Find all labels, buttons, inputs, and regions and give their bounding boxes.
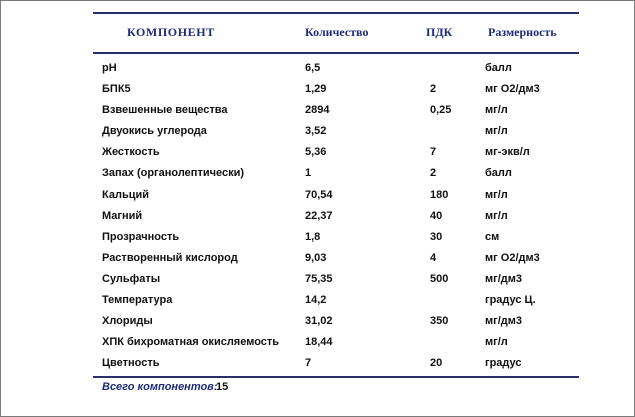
header-unit: Размерность bbox=[488, 25, 557, 39]
table-row bbox=[93, 58, 579, 79]
cell-component: Запах (органолептически) bbox=[102, 167, 244, 180]
header-component: КОМПОНЕНТ bbox=[127, 25, 215, 39]
cell-quantity: 3,52 bbox=[305, 125, 327, 138]
cell-component: Растворенный кислород bbox=[102, 251, 238, 264]
cell-pdk: 2 bbox=[430, 83, 437, 96]
total-components-value: 15 bbox=[216, 381, 229, 393]
cell-component: ХПК бихроматная окисляемость bbox=[102, 336, 280, 349]
cell-quantity: 7 bbox=[305, 357, 312, 370]
cell-unit: мг/дм3 bbox=[485, 272, 523, 285]
cell-unit: см bbox=[485, 230, 500, 243]
cell-unit: мг О2/дм3 bbox=[485, 83, 540, 96]
cell-pdk: 0,25 bbox=[430, 104, 452, 117]
cell-unit: мг/л bbox=[485, 125, 508, 138]
cell-pdk: 7 bbox=[430, 146, 437, 159]
cell-quantity: 70,54 bbox=[305, 188, 333, 201]
cell-pdk: 30 bbox=[430, 230, 443, 243]
table-row bbox=[93, 332, 579, 353]
table-row bbox=[93, 311, 579, 332]
cell-component: Кальций bbox=[102, 188, 150, 201]
cell-component: Магний bbox=[102, 209, 143, 222]
table-footer bbox=[93, 378, 579, 398]
cell-quantity: 31,02 bbox=[305, 315, 333, 328]
table-row bbox=[93, 185, 579, 206]
cell-quantity: 9,03 bbox=[305, 251, 327, 264]
cell-quantity: 1,29 bbox=[305, 83, 327, 96]
cell-unit: градус Ц. bbox=[485, 294, 536, 307]
cell-quantity: 14,2 bbox=[305, 294, 327, 307]
cell-pdk: 20 bbox=[430, 357, 443, 370]
cell-unit: балл bbox=[485, 62, 512, 74]
cell-quantity: 22,37 bbox=[305, 209, 333, 222]
cell-pdk: 500 bbox=[430, 272, 449, 285]
table-row bbox=[93, 206, 579, 227]
cell-component: Хлориды bbox=[102, 315, 153, 328]
cell-component: Сульфаты bbox=[102, 272, 161, 285]
cell-component: БПК5 bbox=[102, 83, 131, 96]
components-table bbox=[93, 12, 579, 398]
cell-unit: балл bbox=[485, 167, 512, 180]
table-row bbox=[93, 163, 579, 184]
table-header bbox=[93, 14, 579, 52]
cell-quantity: 2894 bbox=[305, 104, 330, 117]
table-row bbox=[93, 227, 579, 248]
cell-unit: мг/л bbox=[485, 104, 508, 117]
table-row bbox=[93, 248, 579, 269]
cell-quantity: 1 bbox=[305, 167, 312, 180]
table-row bbox=[93, 269, 579, 290]
cell-component: Прозрачность bbox=[102, 230, 180, 243]
table-row bbox=[93, 79, 579, 100]
cell-quantity: 18,44 bbox=[305, 336, 333, 349]
cell-unit: мг/л bbox=[485, 336, 508, 349]
cell-unit: мг/л bbox=[485, 209, 508, 222]
table-row bbox=[93, 142, 579, 163]
table-row bbox=[93, 121, 579, 142]
cell-component: Взвешенные вещества bbox=[102, 104, 228, 117]
cell-unit: градус bbox=[485, 357, 522, 370]
cell-quantity: 6,5 bbox=[305, 62, 321, 74]
table-row bbox=[93, 100, 579, 121]
cell-unit: мг О2/дм3 bbox=[485, 251, 540, 264]
cell-pdk: 350 bbox=[430, 315, 449, 328]
cell-pdk: 2 bbox=[430, 167, 437, 180]
table-row bbox=[93, 290, 579, 311]
table-body bbox=[93, 54, 579, 376]
cell-quantity: 1,8 bbox=[305, 230, 321, 243]
cell-quantity: 75,35 bbox=[305, 272, 333, 285]
cell-pdk: 4 bbox=[430, 251, 437, 264]
total-components-label: Всего компонентов: bbox=[102, 381, 218, 393]
header-pdk: ПДК bbox=[426, 25, 453, 39]
cell-pdk: 180 bbox=[430, 188, 449, 201]
cell-unit: мг/дм3 bbox=[485, 315, 523, 328]
header-quantity: Количество bbox=[305, 25, 369, 39]
cell-unit: мг-экв/л bbox=[485, 146, 530, 159]
cell-unit: мг/л bbox=[485, 188, 508, 201]
table-row bbox=[93, 353, 579, 374]
cell-component: pH bbox=[102, 62, 117, 74]
cell-component: Цветность bbox=[102, 357, 160, 370]
cell-component: Температура bbox=[102, 294, 173, 307]
cell-quantity: 5,36 bbox=[305, 146, 327, 159]
cell-pdk: 40 bbox=[430, 209, 443, 222]
cell-component: Двуокись углерода bbox=[102, 125, 207, 138]
cell-component: Жесткость bbox=[102, 146, 160, 159]
